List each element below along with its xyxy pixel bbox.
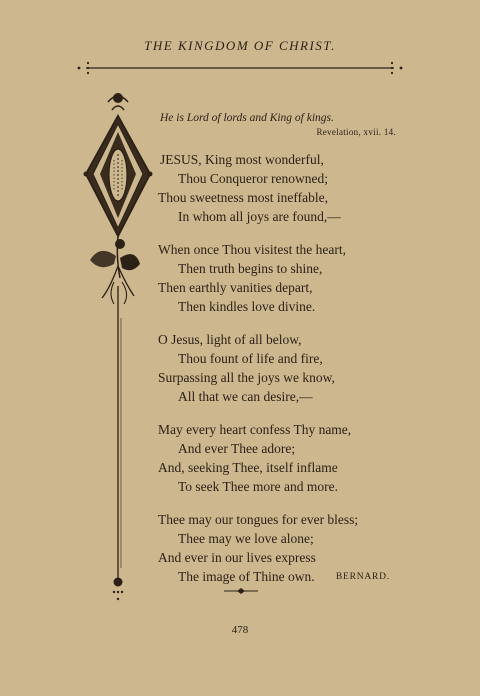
- poem-line: And ever Thee adore;: [178, 441, 296, 456]
- poem-line: To seek Thee more and more.: [178, 479, 338, 494]
- poem-line: Thou Conqueror renowned;: [178, 171, 328, 186]
- poem-line: Thou sweetness most ineffable,: [158, 190, 328, 205]
- stanza: [158, 510, 358, 586]
- stanza: [158, 150, 358, 226]
- header-rule-icon: [76, 60, 404, 76]
- poem-line: Then truth begins to shine,: [178, 261, 323, 276]
- page-number: 478: [231, 624, 249, 636]
- poem-line: All that we can desire,—: [178, 389, 313, 404]
- poem-line: Then kindles love divine.: [178, 299, 316, 314]
- poem-line: Thee may we love alone;: [178, 531, 314, 546]
- poem-line: Surpassing all the joys we know,: [158, 370, 335, 385]
- poem-line: Then earthly vanities depart,: [158, 280, 313, 295]
- running-head: THE KINGDOM OF CHRIST.: [144, 38, 336, 53]
- poem-line: The image of Thine own.: [178, 569, 315, 584]
- author-attribution: BERNARD.: [335, 572, 390, 582]
- poem-line: When once Thou visitest the heart,: [158, 242, 346, 257]
- epigraph-citation: Revelation, xvii. 14.: [316, 127, 396, 137]
- floral-ornament-icon: [80, 88, 160, 608]
- poem: [158, 150, 358, 600]
- poem-line: May every heart confess Thy name,: [158, 422, 352, 437]
- stanza: [158, 330, 358, 406]
- stanza: [158, 420, 358, 496]
- poem-line: And, seeking Thee, itself inflame: [158, 460, 338, 475]
- stanza: [158, 240, 358, 316]
- end-rule-icon: [224, 586, 258, 596]
- poem-line: In whom all joys are found,—: [178, 209, 341, 224]
- poem-line: O Jesus, light of all below,: [158, 332, 302, 347]
- epigraph: He is Lord of lords and King of kings.: [160, 112, 334, 124]
- poem-line: And ever in our lives express: [158, 550, 316, 565]
- poem-line: Thou fount of life and fire,: [178, 351, 323, 366]
- poem-line: JESUS, King most wonderful,: [160, 152, 324, 167]
- poem-line: Thee may our tongues for ever bless;: [158, 512, 359, 527]
